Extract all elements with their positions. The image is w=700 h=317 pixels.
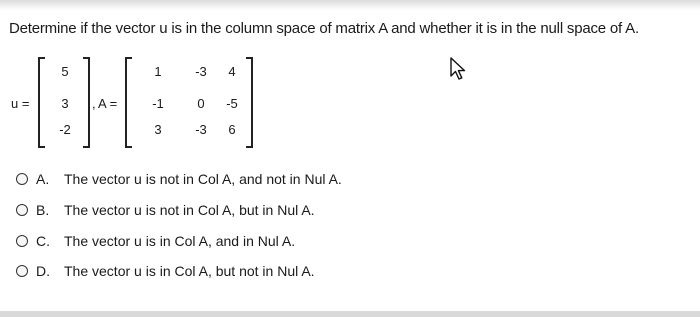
a-entry: -3	[195, 64, 207, 79]
option-d[interactable]	[16, 259, 616, 283]
a-entry: -5	[226, 96, 238, 111]
option-text: The vector u is in Col A, and in Nul A.	[64, 233, 296, 249]
option-a[interactable]	[16, 167, 616, 191]
a-left-bracket	[125, 57, 132, 148]
option-letter: C.	[36, 233, 50, 249]
radio-button-icon[interactable]	[16, 235, 28, 247]
a-label: A =	[98, 96, 118, 111]
bottom-divider	[0, 311, 700, 317]
mouse-pointer-icon	[448, 56, 470, 82]
option-c[interactable]	[16, 229, 616, 253]
option-letter: B.	[36, 202, 50, 218]
option-letter: D.	[36, 263, 50, 279]
a-entry: 3	[154, 122, 162, 137]
separator: ,	[92, 96, 96, 111]
a-entry: 0	[197, 96, 205, 111]
radio-button-icon[interactable]	[16, 204, 28, 216]
a-right-bracket	[246, 57, 253, 148]
a-entry: -3	[195, 122, 207, 137]
u-entry: 5	[61, 64, 69, 79]
option-b[interactable]	[16, 198, 616, 222]
option-text: The vector u is in Col A, but not in Nul A.	[64, 263, 315, 279]
u-label: u =	[11, 96, 30, 111]
a-entry: -1	[152, 96, 164, 111]
radio-button-icon[interactable]	[16, 265, 28, 277]
u-left-bracket	[38, 57, 45, 148]
question-text: Determine if the vector u is in the column space of matrix A and whether it is in the null space of A.	[9, 20, 639, 37]
option-text: The vector u is not in Col A, but in Nul A.	[64, 202, 315, 218]
option-letter: A.	[36, 171, 50, 187]
u-entry: 3	[61, 96, 69, 111]
u-right-bracket	[83, 57, 90, 148]
option-text: The vector u is not in Col A, and not in Nul A.	[64, 171, 342, 187]
a-entry: 4	[228, 64, 236, 79]
u-entry: -2	[59, 122, 71, 137]
a-entry: 6	[228, 122, 236, 137]
radio-button-icon[interactable]	[16, 173, 28, 185]
a-entry: 1	[154, 64, 162, 79]
